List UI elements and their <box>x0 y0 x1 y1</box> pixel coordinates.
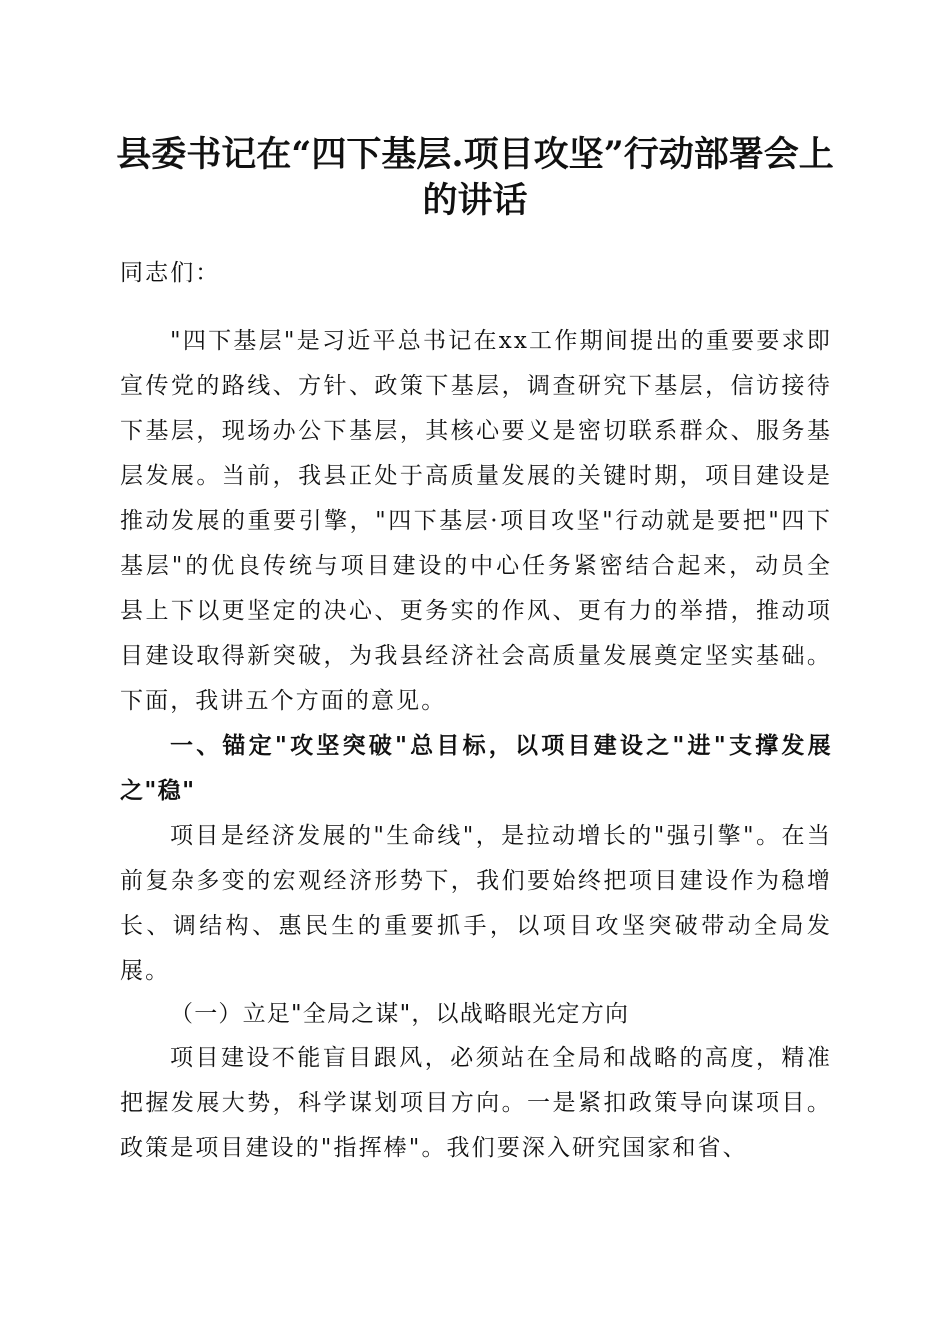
subsection-heading-1: （一）立足"全局之谋"，以战略眼光定方向 <box>170 1001 630 1027</box>
paragraph-intro: "四下基层"是习近平总书记在xx工作期间提出的重要要求即宣传党的路线、方针、政策下基层，调查研究下基层，信访接待下基层，现场办公下基层，其核心要义是密切联系群众、服务基层发展。当前，我县正处于高质量发展的关键时期，项目建设是推动发展的重要引擎，"四下基层·项目攻坚"行动就是要把"四下基层"的优良传统与项目建设的中心任务紧密结合起来，动员全县上下以更坚定的决心、更务实的作风、更有力的举措，推动项目建设取得新突破，为我县经济社会高质量发展奠定坚实基础。下面，我讲五个方面的意见。 <box>120 328 832 714</box>
section-heading-1: 一、锚定"攻坚突破"总目标，以项目建设之"进"支撑发展之"稳" <box>120 733 832 804</box>
paragraph-section-1: 项目是经济发展的"生命线"，是拉动增长的"强引擎"。在当前复杂多变的宏观经济形势下，我们要始终把项目建设作为稳增长、调结构、惠民生的重要抓手，以项目攻坚突破带动全局发展。 <box>120 823 832 984</box>
paragraph-subsection-1: 项目建设不能盲目跟风，必须站在全局和战略的高度，精准把握发展大势，科学谋划项目方向。一是紧扣政策导向谋项目。政策是项目建设的"指挥棒"。我们要深入研究国家和省、 <box>120 1045 832 1161</box>
document-title: 县委书记在“四下基层.项目攻坚”行动部署会上的讲话 <box>116 134 834 221</box>
salutation: 同志们： <box>120 260 221 286</box>
